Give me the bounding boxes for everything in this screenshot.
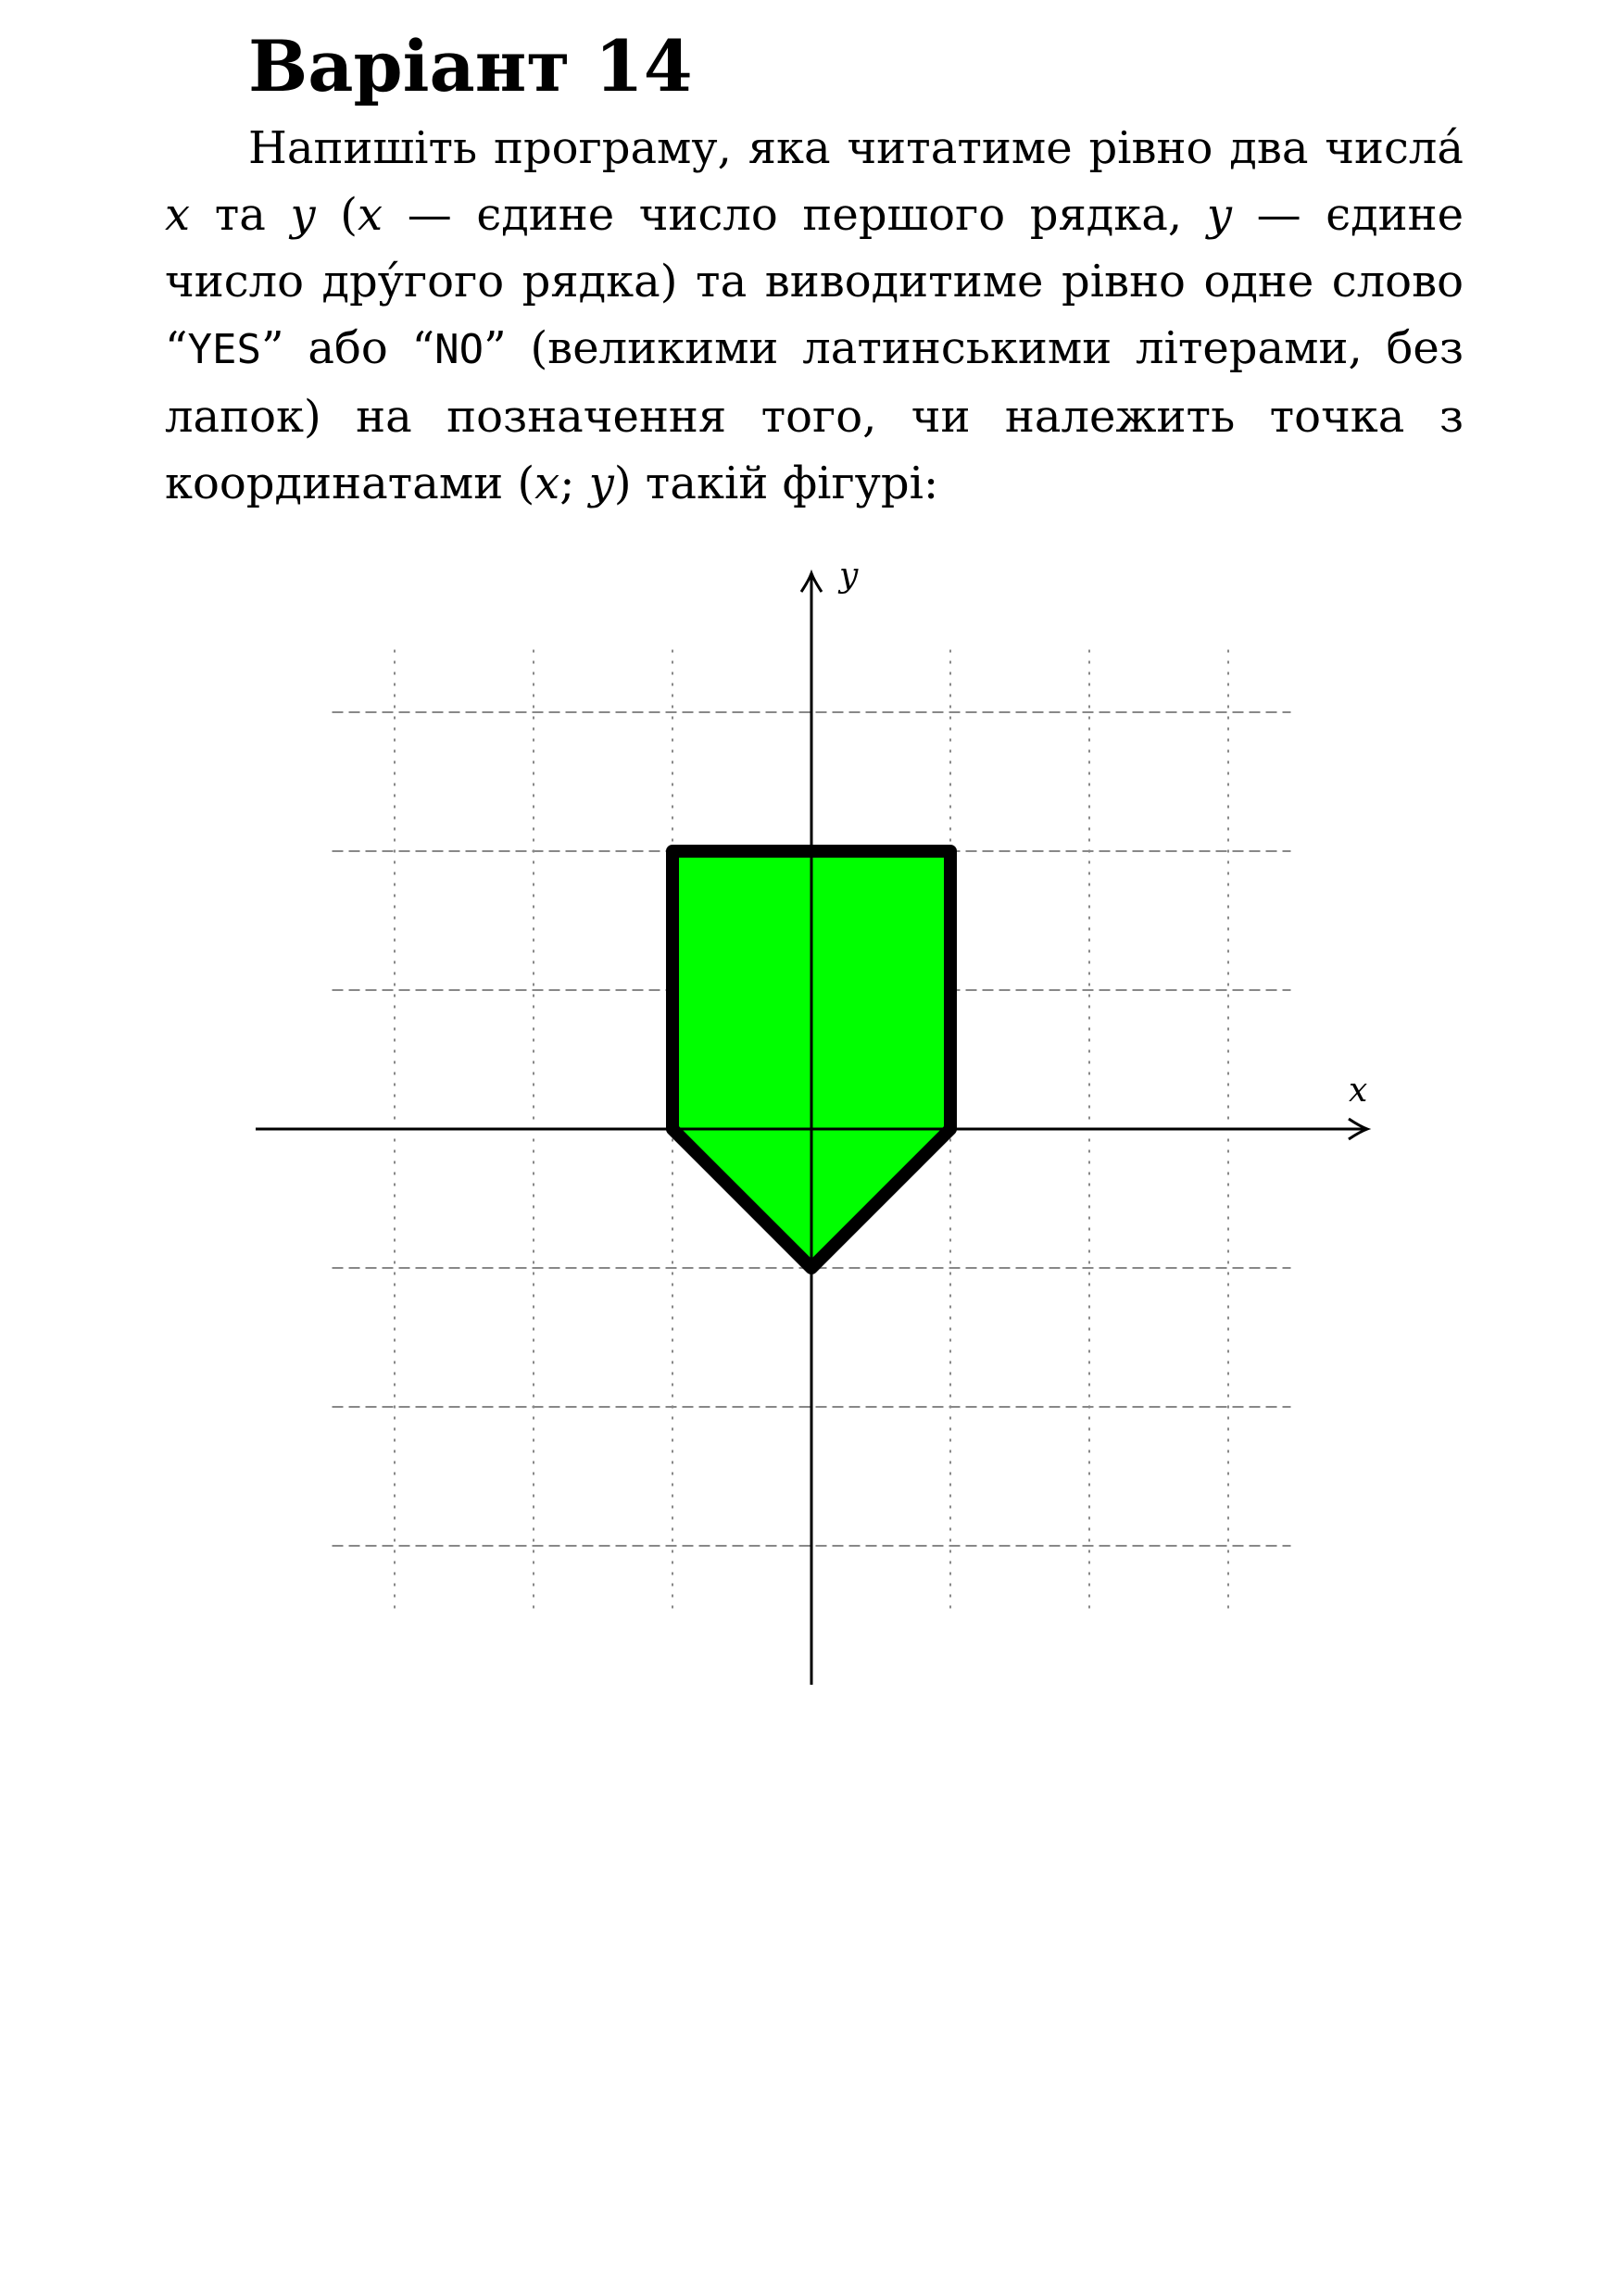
var-y: y (1206, 189, 1232, 241)
var-y: y (290, 189, 316, 241)
shaded-figure (672, 851, 950, 1268)
page-title: Варіант 14 (248, 25, 693, 107)
var-x: x (165, 189, 191, 241)
var-x: x (534, 458, 560, 509)
var-y: y (588, 458, 614, 509)
no-word: NO (434, 326, 484, 373)
x-axis-label: x (1349, 1072, 1368, 1110)
yes-word: YES (187, 326, 262, 373)
y-axis-arrow (801, 573, 822, 592)
x-axis-arrow (1349, 1119, 1367, 1139)
axes (256, 573, 1367, 1685)
problem-statement: Напишіть програму, яка читатиме рівно два числá x та y (x — єдине число першого рядка, y — єдине число дру́гого рядка) та виводитиме рівно одне слово “YES” або “NO” (великими латинськими літерами, без лапок) на позначення того, чи належить точка з координатами (x; y) такій фігурі: (165, 122, 1464, 509)
var-x: x (358, 189, 383, 241)
grid (333, 650, 1291, 1609)
y-axis-label: y (839, 557, 859, 595)
